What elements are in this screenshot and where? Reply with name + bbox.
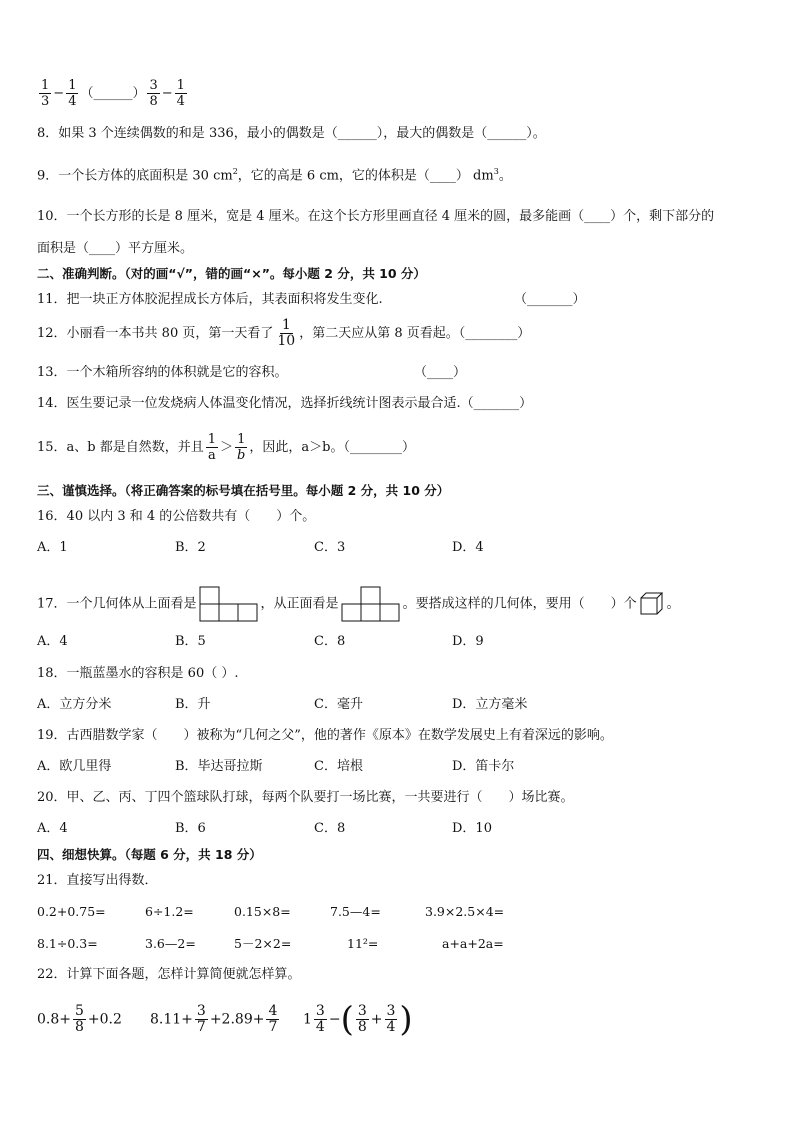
fraction: $\frac{3}{4}$	[386, 1003, 396, 1035]
q20-option-a[interactable]: A．4	[37, 821, 68, 836]
fraction: $\frac{3}{4}$	[315, 1003, 325, 1035]
question-13-blank[interactable]: （____）	[414, 365, 467, 380]
q20-option-b[interactable]: B．6	[175, 821, 206, 836]
question-18: 18．一瓶蓝墨水的容积是 60（ ）.	[37, 666, 239, 681]
q7-expression: $\frac{1}{3}$ − $\frac{1}{4}$ （______） $\frac{3}{8}$ − $\frac{1}{4}$	[41, 78, 185, 109]
q18-option-c[interactable]: C．毫升	[314, 697, 363, 712]
question-11-blank[interactable]: （_______）	[514, 292, 586, 307]
q19-option-b[interactable]: B．毕达哥拉斯	[175, 759, 263, 774]
section-2-heading: 二、准确判断。（对的画“√”，错的画“×”。每小题 2 分，共 10 分）	[37, 266, 426, 281]
question-21: 21．直接写出得数．	[37, 873, 158, 888]
q20-option-c[interactable]: C．8	[314, 821, 346, 836]
question-11: 11．把一块正方体胶泥捏成长方体后，其表面积将发生变化.	[37, 292, 383, 307]
fraction: $\frac{1}{4}$	[68, 78, 77, 109]
cube-icon	[640, 592, 664, 616]
q19-option-d[interactable]: D．笛卡尔	[452, 759, 515, 774]
question-10-line2: 面积是（____）平方厘米。	[37, 241, 194, 256]
fraction: $\frac{4}{7}$	[268, 1003, 278, 1035]
calc-item: 7.5—4=	[330, 904, 381, 919]
question-10-line1: 10．一个长方形的长是 8 厘米，宽是 4 厘米。在这个长方形里画直径 4 厘米的圆，最多能画（____）个，剩下部分的	[37, 209, 715, 224]
calc-item: 0.15×8=	[234, 904, 291, 919]
fraction: $\frac{1}{a}$	[207, 432, 217, 463]
q17-option-d[interactable]: D．9	[452, 634, 484, 649]
fraction: $\frac{1}{b}$	[237, 432, 246, 463]
question-20: 20．甲、乙、丙、丁四个篮球队打球，每两个队要打一场比赛，一共要进行（ ）场比赛。	[37, 790, 574, 805]
answer-blank[interactable]: （______）	[80, 86, 146, 101]
front-view-figure	[341, 586, 401, 622]
q16-option-b[interactable]: B．2	[175, 540, 206, 555]
q20-option-d[interactable]: D．10	[452, 821, 492, 836]
q16-option-d[interactable]: D．4	[452, 540, 484, 555]
question-13: 13．一个木箱所容纳的体积就是它的容积。	[37, 365, 288, 380]
question-17: 17．一个几何体从上面看是 ，从正面看是 。要搭成这样的几何体，要用（ ）个 。	[37, 586, 680, 622]
q17-option-a[interactable]: A．4	[37, 634, 68, 649]
calc-item: a+a+2a=	[442, 936, 504, 951]
q16-option-a[interactable]: A．1	[37, 540, 68, 555]
q18-option-d[interactable]: D．立方毫米	[452, 697, 528, 712]
fraction: $\frac{3}{7}$	[196, 1003, 206, 1035]
fraction: $\frac{1}{10}$	[277, 317, 296, 349]
fraction: $\frac{1}{4}$	[176, 78, 185, 109]
question-16: 16．40 以内 3 和 4 的公倍数共有（ ）个。	[37, 509, 316, 524]
q18-option-b[interactable]: B．升	[175, 697, 211, 712]
fraction: $\frac{5}{8}$	[75, 1003, 84, 1035]
question-22: 22．计算下面各题，怎样计算简便就怎样算。	[37, 967, 301, 982]
fraction: $\frac{3}{8}$	[357, 1003, 367, 1035]
section-3-heading: 三、谨慎选择。（将正确答案的标号填在括号里。每小题 2 分，共 10 分）	[37, 483, 450, 498]
fraction: $\frac{1}{3}$	[41, 78, 50, 109]
q22-expression-2: 8.11+ $\frac{3}{7}$ +2.89+ $\frac{4}{7}$	[150, 1003, 278, 1035]
question-14: 14．医生要记录一位发烧病人体温变化情况，选择折线统计图表示最合适.（_______）	[37, 396, 533, 411]
calc-item: 5－2×2=	[234, 936, 292, 951]
calc-item: 3.6—2=	[145, 936, 196, 951]
section-4-heading: 四、细想快算。（每题 6 分，共 18 分）	[37, 847, 262, 862]
q18-option-a[interactable]: A．立方分米	[37, 697, 112, 712]
fraction: $\frac{3}{8}$	[149, 78, 158, 109]
question-12: 12．小丽看一本书共 80 页，第一天看了 $\frac{1}{10}$ ，第二天应从第 8 页看起。（________）	[37, 317, 531, 349]
top-view-figure	[199, 586, 259, 622]
calc-item: 6÷1.2=	[145, 904, 194, 919]
q22-expression-1: 0.8+ $\frac{5}{8}$ +0.2	[37, 1003, 122, 1035]
q17-option-b[interactable]: B．5	[175, 634, 206, 649]
question-19: 19．古西腊数学家（ ）被称为“几何之父”，他的著作《原本》在数学发展史上有着深远的影响。	[37, 728, 613, 743]
question-8: 8．如果 3 个连续偶数的和是 336，最小的偶数是（______），最大的偶数是（______）。	[37, 126, 546, 141]
calc-item: 0.2+0.75=	[37, 904, 106, 919]
q19-option-a[interactable]: A．欧几里得	[37, 759, 112, 774]
q22-expression-3: 1 $\frac{3}{4}$ −( $\frac{3}{8}$ + $\frac{3}{4}$ )	[303, 999, 413, 1040]
question-9: 9．一个长方体的底面积是 30 $cm^2$，它的高是 6 cm，它的体积是（____） $dm^3$。	[37, 167, 512, 184]
q16-option-c[interactable]: C．3	[314, 540, 346, 555]
calc-item: 11²=	[347, 936, 379, 951]
q17-option-c[interactable]: C．8	[314, 634, 346, 649]
calc-item: 3.9×2.5×4=	[425, 904, 505, 919]
calc-item: 8.1÷0.3=	[37, 936, 98, 951]
question-15: 15．a、b 都是自然数，并且 $\frac{1}{a}$ ＞ $\frac{1}{b}$ ，因此，a＞b。（________）	[37, 432, 415, 463]
q19-option-c[interactable]: C．培根	[314, 759, 363, 774]
